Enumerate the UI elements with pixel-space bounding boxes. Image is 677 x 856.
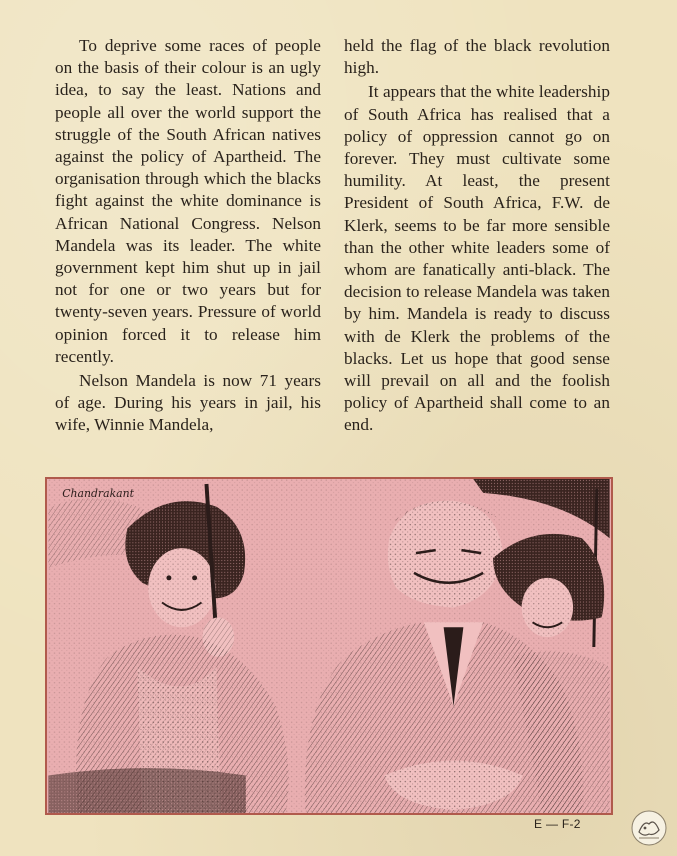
mandela-illustration	[45, 477, 613, 815]
paragraph: It appears that the white leadership of South Africa has realised that a policy of oppression cannot go on forever. They must cultivate some humility. At least, the present President of South Africa, F.W. de Klerk, seems to be far more sensible than the other white leaders some of whom are fanatically anti-black. The decision to release Mandela was taken by him. Mandela is ready to discuss with de Klerk the problems of the blacks. Let us hope that good sense will prevail on all and the foolish policy of Apartheid shall come to an end.	[344, 82, 610, 435]
paragraph: To deprive some races of people on the basis of their colour is an ugly idea, to say the least. Nations and people all over the world support the struggle of the South African natives against the policy of Apartheid. The organisation through which the blacks fight against the white dominance is African National Congress. Nelson Mandela was its leader. The white government kept him shut up in jail not for one or two years but for twenty-seven years. Pressure of world opinion forced it to release him recently.	[55, 36, 321, 366]
paragraph: held the flag of the black revolution high.	[344, 36, 610, 78]
text-column-left	[55, 35, 321, 437]
page-number: E — F-2	[534, 817, 581, 831]
library-seal-icon	[630, 809, 668, 847]
text-column-right	[344, 35, 610, 437]
artist-signature: Chandrakant	[62, 486, 135, 500]
paragraph: Nelson Mandela is now 71 years of age. During his years in jail, his wife, Winnie Mandela,	[55, 371, 321, 435]
illustration-drawing	[47, 479, 611, 813]
